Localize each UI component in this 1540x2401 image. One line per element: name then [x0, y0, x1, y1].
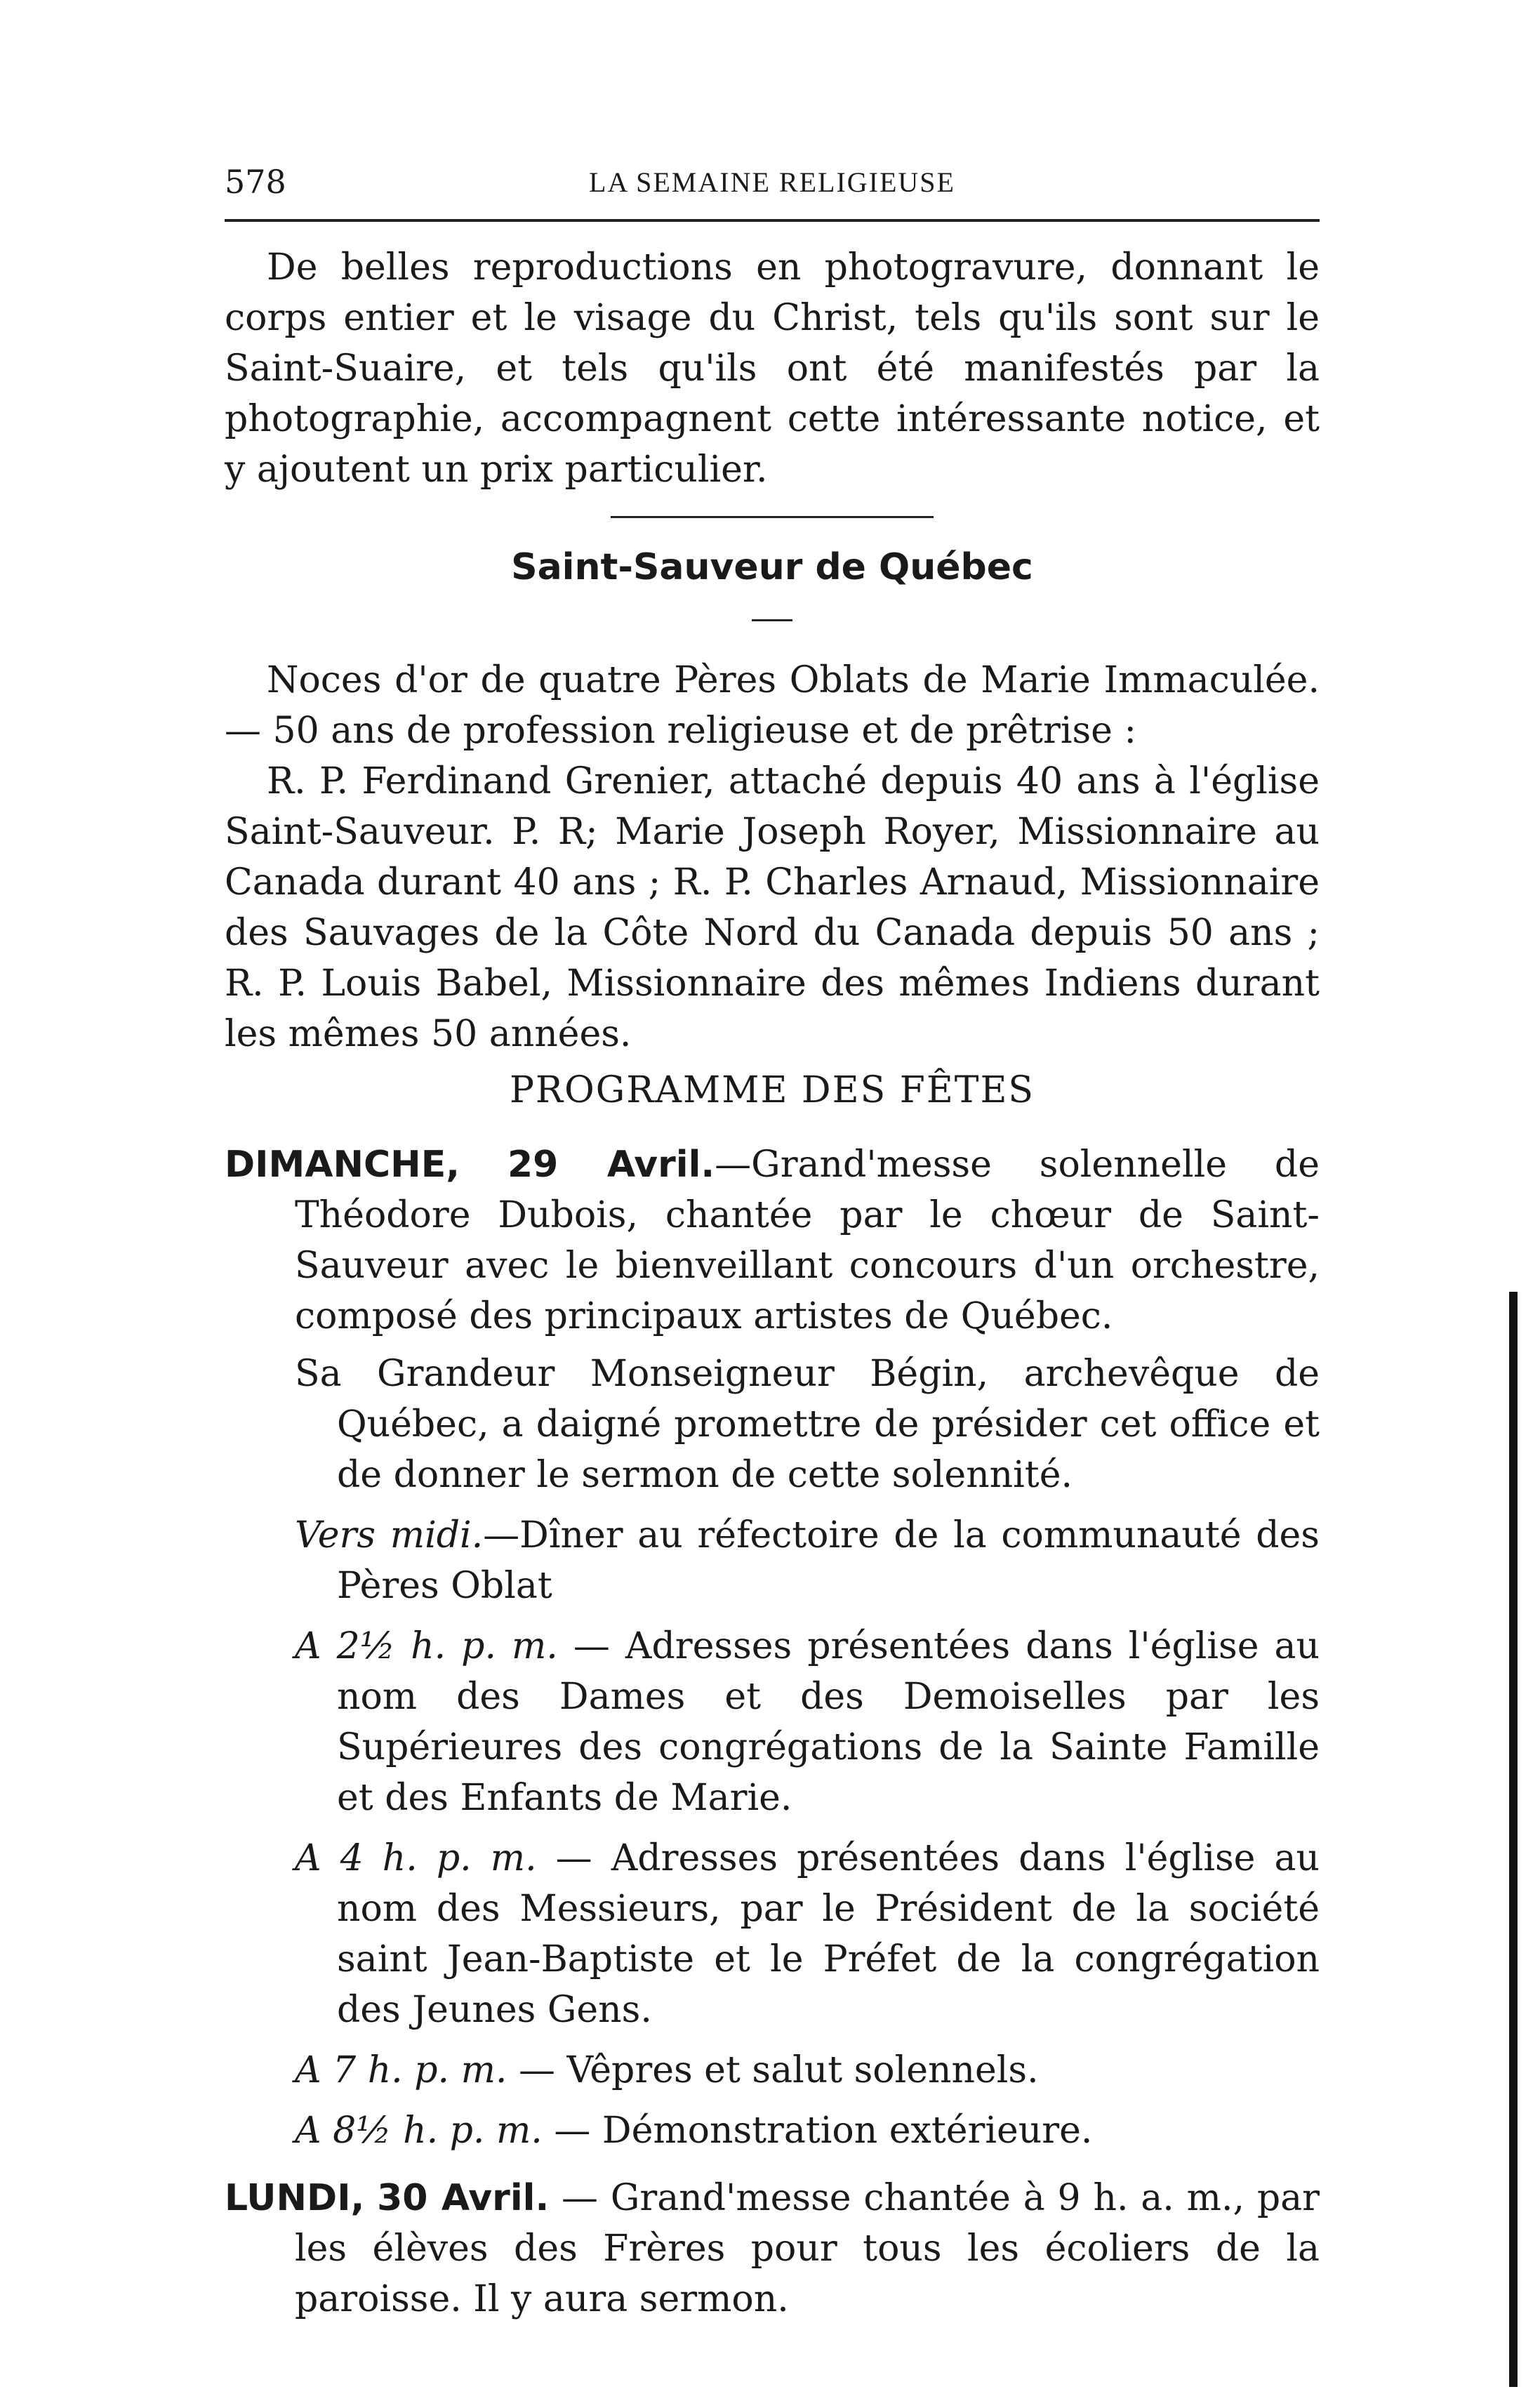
page-header [225, 163, 1320, 212]
day-note: Sa Grandeur Monseigneur Bégin, archevêque de Québec, a daigné promettre de présider cet office et de donner le sermon de cette solennité. [295, 1353, 1320, 1496]
schedule-text: — Vêpres et salut solennels. [507, 2049, 1039, 2091]
section-separator [611, 516, 934, 518]
running-title: LA SEMAINE RELIGIEUSE [589, 166, 955, 198]
schedule-time: A 4 h. p. m. [295, 1837, 537, 1879]
schedule-time: Vers midi. [295, 1514, 484, 1556]
day-heading [225, 1139, 1320, 1342]
scan-edge-shadow [1509, 1292, 1518, 2387]
day-date: 30 Avril. [377, 2177, 550, 2219]
day-text: — Grand'messe chantée à 9 h. a. m., par les élèves des Frères pour tous les écoliers de la paroisse. Il y aura sermon. [295, 2177, 1320, 2320]
schedule-text: — Démonstration extérieure. [542, 2110, 1093, 2152]
intro-paragraph: De belles reproductions en photogravure, donnant le corps entier et le visage du Christ, tels qu'ils sont sur le Saint-Suaire, et tels qu'ils ont été manifestés par la photographie, accompagnent cette intéressante notice, et y ajoutent un prix particulier. [225, 246, 1320, 491]
day-details [225, 1349, 1320, 2156]
section-names: R. P. Ferdinand Grenier, attaché depuis 40 ans à l'église Saint-Sauveur. P. R; Marie Joseph Royer, Missionnaire au Canada durant 40 ans ; R. P. Charles Arnaud, Missionnaire des Sauvages de la Côte Nord du Canada depuis 50 ans ; R. P. Louis Babel, Missionnaire des mêmes Indiens durant les mêmes 50 années. [225, 760, 1320, 1055]
page-number: 578 [225, 163, 286, 201]
day-block-monday [225, 2173, 1320, 2324]
day-heading [225, 2173, 1320, 2324]
header-rule [225, 219, 1320, 222]
day-date: 29 Avril. [507, 1144, 715, 1186]
page-body [225, 242, 1320, 2324]
schedule-text: — Adresses présentées dans l'église au nom des Messieurs, par le Président de la société saint Jean-Baptiste et le Préfet de la congrégation des Jeunes Gens. [337, 1837, 1320, 2031]
day-name: DIMANCHE, [225, 1144, 460, 1186]
programme-title: PROGRAMME DES FÊTES [509, 1069, 1035, 1111]
schedule-item [295, 1833, 1320, 2035]
schedule-time: A 7 h. p. m. [295, 2049, 507, 2091]
title-dash [752, 619, 792, 621]
section-title: Saint-Sauveur de Québec [511, 546, 1033, 588]
schedule-text: —Dîner au réfectoire de la communauté des Pères Oblat [337, 1514, 1320, 1607]
schedule-item [295, 1621, 1320, 1823]
schedule-item [295, 2105, 1320, 2156]
day-name: LUNDI, [225, 2177, 365, 2219]
day-text: —Grand'messe solennelle de Théodore Dubois, chantée par le chœur de Saint-Sauveur avec le bienveillant concours d'un orchestre, composé des principaux artistes de Québec. [295, 1144, 1320, 1337]
day-block-sunday [225, 1139, 1320, 2156]
schedule-item [295, 1510, 1320, 1611]
schedule-time: A 8½ h. p. m. [295, 2110, 543, 2152]
section-lead: Noces d'or de quatre Pères Oblats de Marie Immaculée.— 50 ans de profession religieuse et de prêtrise : [225, 659, 1320, 752]
schedule-text: — Adresses présentées dans l'église au nom des Dames et des Demoiselles par les Supérieures des congrégations de la Sainte Famille et des Enfants de Marie. [337, 1625, 1320, 1819]
schedule-item [295, 2045, 1320, 2096]
schedule-time: A 2½ h. p. m. [295, 1625, 558, 1667]
